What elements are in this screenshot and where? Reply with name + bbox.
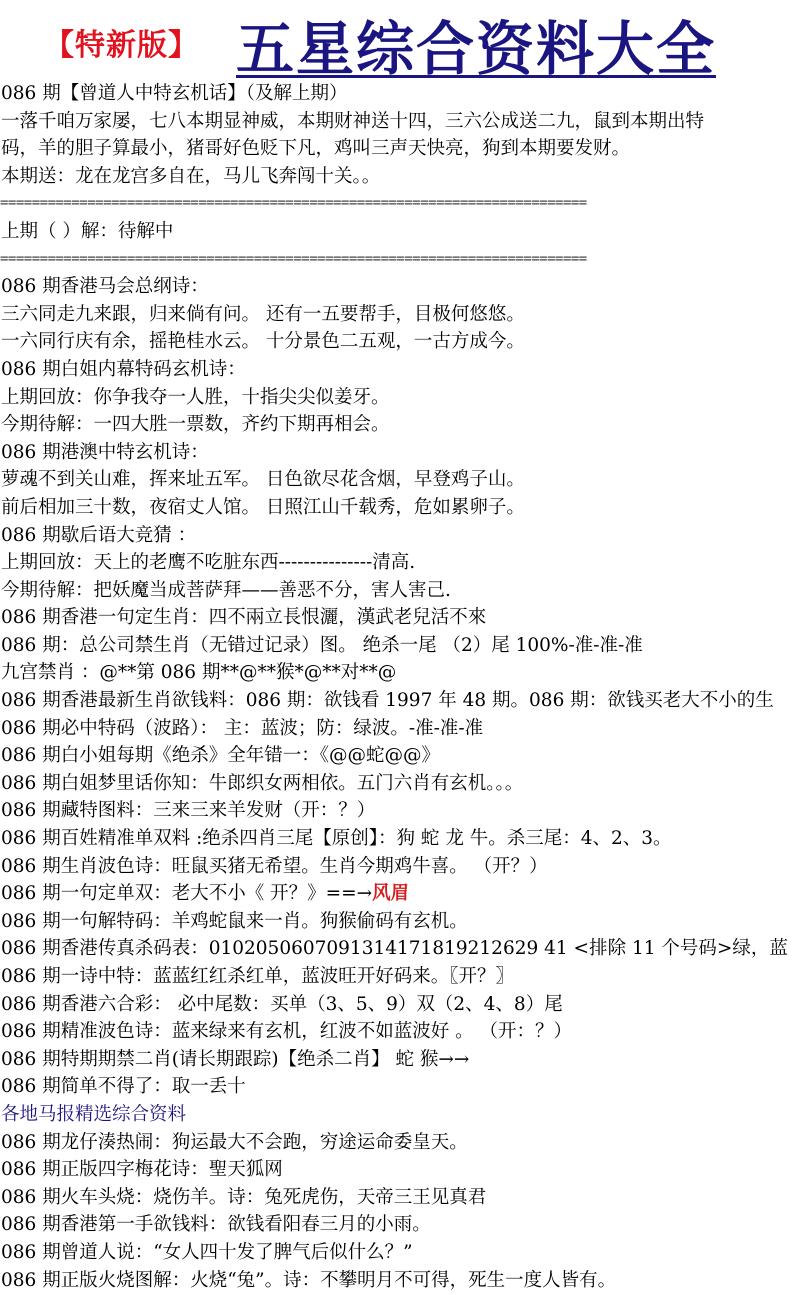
line-text: 一六同行庆有余，摇艳桂水云。 十分景色二五观，一古方成今。 (1, 331, 525, 353)
line-text: 086 期：总公司禁生肖（无错过记录）图。 绝杀一尾 （2）尾 100%-准-准-准 (1, 634, 643, 656)
line-text: 086 期一诗中特：蓝蓝红红杀红单，蓝波旺开好码来。〖开？〗 (1, 966, 514, 987)
line-text: 086 期白姐梦里话你知：牛郎织女两相依。五门六肖有玄机。。。 (1, 772, 524, 794)
text-line (0, 439, 803, 467)
text-line (0, 797, 803, 825)
line-text: 一落千咱万家屡，七八本期显神威，本期财神送十四，三六公成送二九，鼠到本期出特 (1, 110, 705, 132)
separator-line: ========================================================================== (0, 250, 587, 267)
text-line (0, 577, 803, 605)
line-text: 086 期正版四字梅花诗：聖天狐网 (1, 1159, 283, 1181)
line-text: 086 期白姐内幕特码玄机诗： (1, 358, 246, 380)
line-text: 086 期港澳中特玄机诗： (1, 441, 209, 463)
text-line (0, 1211, 803, 1239)
line-text: 086 期百姓精准单双料 :绝杀四肖三尾【原创】：狗 蛇 龙 牛。杀三尾：4、2、3。 (1, 828, 672, 850)
page-title: 五星综合资料大全 (236, 15, 717, 83)
text-line (0, 163, 803, 191)
text-line (0, 632, 803, 660)
text-line (0, 659, 803, 687)
text-line (0, 715, 803, 743)
line-text: 086 期香港马会总纲诗： (1, 276, 209, 298)
text-line (0, 466, 803, 494)
text-line (0, 80, 803, 108)
text-line (0, 108, 803, 136)
text-line (0, 301, 803, 329)
line-text: 各地马报精选综合资料 (1, 1103, 187, 1125)
text-line (0, 1129, 803, 1157)
line-text: 086 期歇后语大竞猜 ： (1, 524, 197, 546)
text-line (0, 963, 803, 991)
text-line (0, 935, 803, 963)
text-line (0, 1073, 803, 1101)
line-text: 三六同走九来跟，归来倘有问。 还有一五要帮手，目极何悠悠。 (1, 303, 525, 325)
line-text: 086 期香港最新生肖欲钱料：086 期：欲钱看 1997 年 48 期。086 期：欲钱买老大不小的生 (1, 690, 774, 712)
line-text: 086 期一句定单双：老大不小《 开？》==→ (1, 883, 373, 905)
line-text: 086 期一句解特码：羊鸡蛇鼠来一肖。狗猴偷码有玄机。 (1, 910, 468, 932)
line-text: 上期回放：天上的老鹰不吃脏东西---------------清高. (1, 552, 416, 574)
text-line (0, 687, 803, 715)
text-line (0, 991, 803, 1019)
line-text: 今期待解：把妖魔当成菩萨拜——善恶不分，害人害己. (1, 579, 451, 601)
line-text: 前后相加三十数，夜宿丈人馆。 日照江山千载秀，危如累卵子。 (1, 496, 525, 518)
separator-line: ========================================================================== (0, 195, 587, 212)
line-text: 086 期精准波色诗：蓝来绿来有玄机，红波不如蓝波好 。 （开：？） (1, 1021, 572, 1043)
text-line (0, 411, 803, 439)
text-line (0, 273, 803, 301)
line-text: 上期（ ）解：待解中 (1, 220, 174, 242)
text-line (0, 604, 803, 632)
text-line (0, 1239, 803, 1267)
text-line (0, 880, 803, 908)
line-text: 086 期香港传真杀码表：0102050607091314171819212629 41 <排除 11 个号码>绿，蓝 (1, 938, 788, 960)
line-text: 086 期龙仔湊热闹：狗运最大不会跑，穷途运命委皇天。 (1, 1131, 468, 1153)
line-text: 本期送：龙在龙宫多自在，马儿飞奔闯十关。。 (1, 165, 381, 187)
text-line (0, 522, 803, 550)
text-line (0, 1156, 803, 1184)
text-line (0, 853, 803, 881)
text-line (0, 1046, 803, 1074)
page-header (0, 0, 803, 82)
text-line (0, 825, 803, 853)
line-text: 086 期生肖波色诗：旺鼠买猪无希望。生肖今期鸡牛喜。 （开？） (1, 855, 548, 877)
text-line (0, 384, 803, 412)
text-line (0, 1267, 803, 1295)
line-text: 086 期火车头烧：烧伤羊。诗：兔死虎伤，天帝三王见真君 (1, 1186, 487, 1208)
line-text: 今期待解：一四大胜一票数，齐约下期再相会。 (1, 414, 390, 436)
line-text: 086 期正版火烧图解：火烧“兔”。诗：不攀明月不可得，死生一度人皆有。 (1, 1269, 617, 1291)
line-text: 086 期特期期禁二肖(请长期跟踪)【绝杀二肖】 蛇 猴→→ (1, 1048, 470, 1070)
text-line (0, 908, 803, 936)
section-heading (0, 1101, 803, 1129)
text-line (0, 328, 803, 356)
line-text: 086 期香港第一手欲钱料：欲钱看阳春三月的小雨。 (1, 1214, 431, 1236)
line-text: 086 期简单不得了：取一丢十 (1, 1076, 246, 1098)
text-line (0, 549, 803, 577)
text-line (0, 742, 803, 770)
text-line (0, 1184, 803, 1212)
line-text: 码，羊的胆子算最小，猪哥好色贬下凡，鸡叫三声天快亮，狗到本期要发财。 (1, 138, 631, 160)
text-line (0, 770, 803, 798)
line-text: 上期回放：你争我夺一人胜，十指尖尖似姜牙。 (1, 386, 390, 408)
line-text: 九宫禁肖 ：@**第 086 期**@**猴*@**对**@ (1, 662, 397, 684)
text-line (0, 135, 803, 163)
document-body (0, 80, 803, 1294)
edition-badge: 【特新版】 (44, 28, 199, 63)
text-line (0, 1018, 803, 1046)
line-text: 086 期曾道人说：“女人四十发了脾气后似什么？” (1, 1241, 413, 1263)
line-text: 086 期香港一句定生肖：四不兩立長恨灑，漢武老兒活不來 (1, 607, 487, 629)
line-text: 萝魂不到关山难，挥来址五军。 日色欲尽花含烟，早登鸡子山。 (1, 469, 525, 491)
text-line (0, 356, 803, 384)
text-line (0, 218, 803, 246)
line-text: 086 期必中特码（波路）： 主：蓝波；防：绿波。-准-准-准 (1, 717, 484, 739)
text-line (0, 494, 803, 522)
line-text: 086 期藏特图料：三来三来羊发财（开：？） (1, 800, 376, 822)
line-text: 086 期【曾道人中特玄机话】（及解上期） (1, 83, 348, 104)
red-stamp-mark: 风眉 (372, 883, 410, 905)
line-text: 086 期香港六合彩： 必中尾数：买单（3、5、9）双（2、4、8）尾 (1, 993, 563, 1015)
line-text: 086 期白小姐每期《绝杀》全年错一：《@@蛇@@》 (1, 745, 440, 767)
